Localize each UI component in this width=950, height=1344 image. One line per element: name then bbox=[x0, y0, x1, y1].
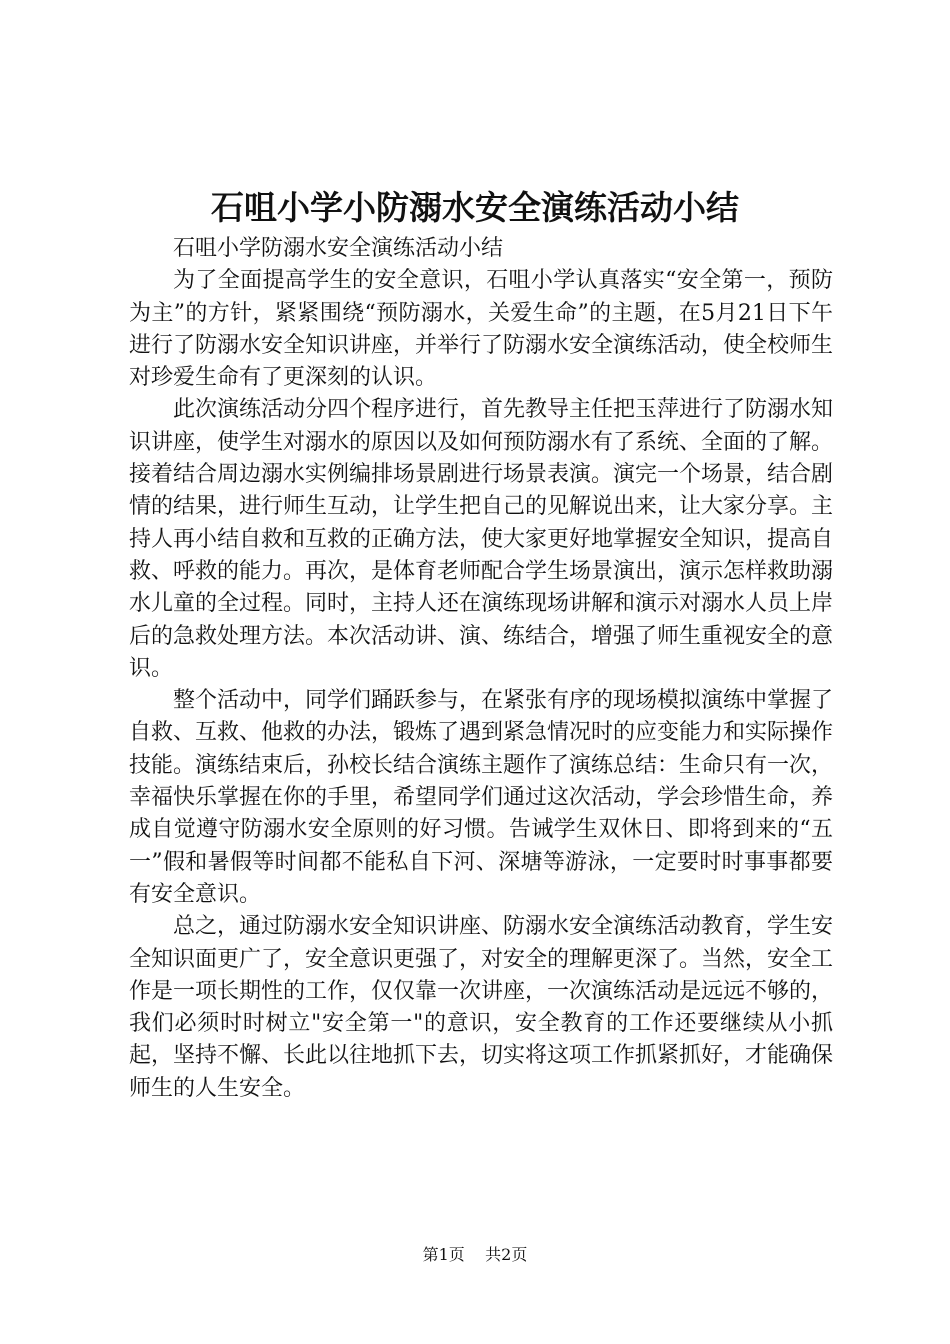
body-paragraph-4: 总之，通过防溺水安全知识讲座、防溺水安全演练活动教育，学生安全知识面更广了，安全意识更强了，对安全的理解更深了。当然，安全工作是一项长期性的工作，仅仅靠一次讲座，一次演练活动是远远不够的，我们必须时时树立"安全第一"的意识，安全教育的工作还要继续从小抓起，坚持不懈、长此以往地抓下去，切实将这项工作抓紧抓好，才能确保师生的人生安全。 bbox=[129, 914, 834, 1101]
body-paragraph-2: 此次演练活动分四个程序进行，首先教导主任把玉萍进行了防溺水知识讲座，使学生对溺水的原因以及如何预防溺水有了系统、全面的了解。接着结合周边溺水实例编排场景剧进行场景表演。演完一个场景，结合剧情的结果，进行师生互动，让学生把自己的见解说出来，让大家分享。主持人再小结自救和互救的正确方法，使大家更好地掌握安全知识，提高自救、呼救的能力。再次，是体育老师配合学生场景演出，演示怎样救助溺水儿童的全过程。同时，主持人还在演练现场讲解和演示对溺水人员上岸后的急救处理方法。本次活动讲、演、练结合，增强了师生重视安全的意识。 bbox=[129, 397, 834, 681]
subtitle-paragraph: 石咀小学防溺水安全演练活动小结 bbox=[173, 236, 504, 261]
page-number-separator bbox=[470, 1245, 480, 1264]
document-title: 石咀小学小防溺水安全演练活动小结 bbox=[211, 188, 739, 227]
page-footer bbox=[0, 1244, 950, 1266]
body-paragraph-3: 整个活动中，同学们踊跃参与，在紧张有序的现场模拟演练中掌握了自救、互救、他救的办法，锻炼了遇到紧急情况时的应变能力和实际操作技能。演练结束后，孙校长结合演练主题作了演练总结：生命只有一次，幸福快乐掌握在你的手里，希望同学们通过这次活动，学会珍惜生命，养成自觉遵守防溺水安全原则的好习惯。告诫学生双休日、即将到来的“五一”假和暑假等时间都不能私自下河、深塘等游泳，一定要时时事事都要有安全意识。 bbox=[129, 688, 834, 907]
document-body bbox=[129, 233, 833, 1105]
page-number-current: 第1页 bbox=[422, 1245, 465, 1264]
page-number-total: 共2页 bbox=[485, 1245, 528, 1264]
body-paragraph-1: 为了全面提高学生的安全意识，石咀小学认真落实“安全第一，预防为主”的方针，紧紧围绕“预防溺水，关爱生命”的主题，在5月21日下午进行了防溺水安全知识讲座，并举行了防溺水安全演练活动，使全校师生对珍爱生命有了更深刻的认识。 bbox=[129, 268, 834, 391]
